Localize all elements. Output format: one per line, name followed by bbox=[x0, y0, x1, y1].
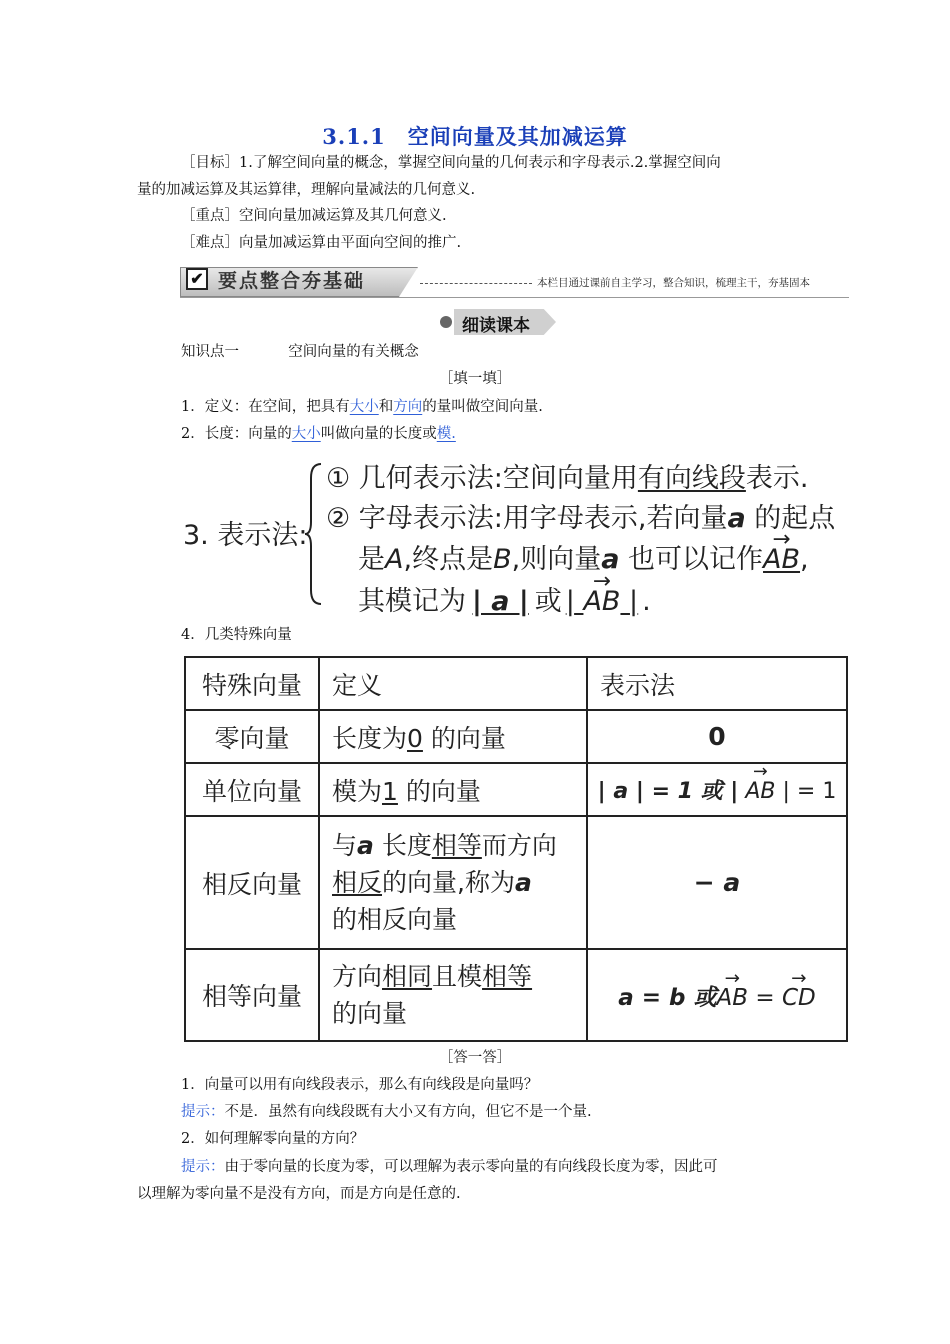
answer-size: 大小 bbox=[291, 426, 321, 442]
tag-label: 细读课本 bbox=[462, 316, 530, 336]
header-type: 特殊向量 bbox=[185, 657, 319, 710]
def-text-2: 的向量 bbox=[422, 723, 506, 753]
hint-text: 由于零向量的长度为零，可以理解为表示零向量的有向线段长度为零，因此可 bbox=[224, 1159, 718, 1175]
rep2-text-2: 的起点 bbox=[745, 503, 836, 534]
row-name: 零向量 bbox=[185, 710, 319, 763]
def-vector-a: a bbox=[357, 831, 374, 860]
answer-label: ［答一答］ bbox=[438, 1050, 512, 1066]
answer-1 bbox=[181, 1099, 592, 1126]
knowledge-number: 知识点一 bbox=[181, 344, 239, 360]
def-answer-equal: 相等 bbox=[482, 962, 533, 991]
table-row bbox=[185, 949, 847, 1041]
rep2-or: 或 bbox=[534, 586, 562, 617]
def-answer-opposite: 相反 bbox=[332, 868, 383, 897]
notation-vector-ab: → AB bbox=[745, 779, 775, 804]
difficulty-text: 向量加减运算由平面向空间的推广. bbox=[239, 235, 462, 251]
goal-text-1: 1.了解空间向量的概念，掌握空间向量的几何表示和字母表示.2.掌握空间向 bbox=[239, 155, 721, 171]
goal-line-2: 量的加减运算及其运算律，理解向量减法的几何意义. bbox=[137, 182, 476, 198]
length-text-2: 叫做向量的长度或 bbox=[320, 426, 437, 442]
notation-vector-cd: → CD bbox=[782, 985, 816, 1011]
row-definition bbox=[319, 816, 587, 949]
modulus-vector-ab: → AB bbox=[583, 586, 620, 617]
row-notation bbox=[587, 949, 847, 1041]
key-label: ［重点］ bbox=[181, 208, 239, 224]
def-text: 方向 bbox=[332, 962, 383, 991]
def-text-3: 而方向 bbox=[481, 831, 557, 860]
vector-a-2: a bbox=[601, 544, 620, 575]
rep2-then: ,则向量 bbox=[511, 544, 602, 575]
row-definition bbox=[319, 763, 587, 816]
definition-text: 1．定义：在空间，把具有 bbox=[181, 399, 350, 415]
def-answer: 0 bbox=[407, 723, 423, 753]
modulus-a: | a | bbox=[472, 586, 529, 617]
rep1-text: ① 几何表示法:空间向量用 bbox=[326, 463, 638, 494]
question-1: 1．向量可以用有向线段表示，那么有向线段是向量吗？ bbox=[181, 1077, 539, 1093]
banner-underline bbox=[180, 297, 849, 298]
hint-label: 提示： bbox=[181, 1104, 225, 1120]
table-row bbox=[185, 763, 847, 816]
page-title: 3.1.1 空间向量及其加减运算 bbox=[322, 124, 628, 149]
representation-label: 3. 表示法: bbox=[183, 520, 308, 551]
modulus-bar-right: | bbox=[629, 586, 639, 617]
banner-divider bbox=[420, 283, 532, 284]
notation-text: a = b 或 bbox=[618, 984, 717, 1011]
section-banner bbox=[180, 264, 849, 298]
representation-item-1 bbox=[326, 456, 808, 495]
row-notation bbox=[587, 763, 847, 816]
key-line bbox=[181, 203, 447, 230]
difficulty-label: ［难点］ bbox=[181, 235, 239, 251]
row-notation: 0 bbox=[587, 710, 847, 763]
def-text-2: 的向量 bbox=[397, 776, 481, 806]
answer-2-line-1 bbox=[181, 1154, 718, 1181]
modulus-bar-left: | bbox=[565, 586, 575, 617]
table-header-row bbox=[185, 657, 847, 710]
banner-title: 要点整合夯基础 bbox=[218, 270, 366, 292]
row-name: 相等向量 bbox=[185, 949, 319, 1041]
notation-text-2: | = 1 bbox=[782, 779, 837, 804]
hint-label: 提示： bbox=[181, 1159, 225, 1175]
table-row bbox=[185, 816, 847, 949]
special-vectors-heading: 4．几类特殊向量 bbox=[181, 627, 292, 643]
length-line bbox=[181, 421, 456, 448]
banner-note: 本栏目通过课前自主学习，整合知识，梳理主干，夯基固本 bbox=[537, 277, 810, 289]
definition-line bbox=[181, 394, 543, 421]
key-text: 空间向量加减运算及其几何意义. bbox=[239, 208, 447, 224]
answer-direction: 方向 bbox=[393, 399, 423, 415]
definition-end: 的量叫做空间向量. bbox=[422, 399, 543, 415]
def-text: 与 bbox=[332, 831, 358, 860]
rep2-text-1: ② 字母表示法:用字母表示,若向量 bbox=[326, 503, 728, 534]
fill-in-label: ［填一填］ bbox=[438, 371, 512, 387]
table-row bbox=[185, 710, 847, 763]
def-text: 模为 bbox=[332, 776, 383, 806]
checkmark-icon: ✔ bbox=[186, 268, 208, 290]
rep2-end-point: ,终点是 bbox=[403, 544, 494, 575]
knowledge-title: 空间向量的有关概念 bbox=[288, 344, 419, 360]
rep1-end: 表示. bbox=[745, 463, 809, 494]
def-text-5: 的相反向量 bbox=[332, 905, 458, 934]
vector-ab: → AB bbox=[763, 544, 800, 575]
def-text-2: 且模 bbox=[432, 962, 483, 991]
rep2-period: . bbox=[642, 586, 651, 617]
length-text: 2．长度：向量的 bbox=[181, 426, 292, 442]
row-notation: − a bbox=[587, 816, 847, 949]
def-answer-same: 相同 bbox=[382, 962, 433, 991]
representation-item-2-line3 bbox=[358, 579, 651, 618]
rep2-modulus-text: 其模记为 bbox=[358, 586, 466, 617]
answer-modulus: 模. bbox=[436, 426, 456, 442]
brace-icon bbox=[303, 462, 323, 606]
def-text-4: 的向量,称为 bbox=[382, 868, 515, 897]
answer-magnitude: 大小 bbox=[349, 399, 379, 415]
difficulty-line bbox=[181, 230, 461, 257]
def-text-2: 长度 bbox=[373, 831, 432, 860]
notation-equals: = bbox=[748, 984, 782, 1011]
row-definition bbox=[319, 710, 587, 763]
def-answer: 1 bbox=[382, 776, 398, 806]
rep2-denoted: 也可以记作 bbox=[619, 544, 764, 575]
row-name: 单位向量 bbox=[185, 763, 319, 816]
row-definition bbox=[319, 949, 587, 1041]
point-b: B bbox=[493, 544, 512, 575]
special-vectors-table bbox=[184, 656, 848, 1042]
rep1-answer: 有向线段 bbox=[637, 463, 746, 494]
hint-text: 不是．虽然有向线段既有大小又有方向，但它不是一个量. bbox=[224, 1104, 592, 1120]
header-definition: 定义 bbox=[319, 657, 587, 710]
point-a: A bbox=[385, 544, 404, 575]
rep2-is: 是 bbox=[358, 544, 385, 575]
notation-text: | a | = 1 或 | bbox=[597, 779, 739, 804]
question-2: 2．如何理解零向量的方向？ bbox=[181, 1131, 365, 1147]
representation-item-2-line1 bbox=[326, 496, 835, 535]
knowledge-heading bbox=[181, 339, 419, 366]
goal-line-1 bbox=[181, 150, 821, 177]
read-textbook-tag bbox=[440, 309, 558, 335]
def-text: 长度为 bbox=[332, 723, 408, 753]
def-text-3: 的向量 bbox=[332, 999, 408, 1028]
definition-and: 和 bbox=[378, 399, 394, 415]
goal-label: ［目标］ bbox=[181, 155, 239, 171]
notation-vector-ab: → AB bbox=[717, 985, 749, 1011]
bullet-dot-icon bbox=[440, 316, 452, 328]
header-notation: 表示法 bbox=[587, 657, 847, 710]
vector-a: a bbox=[727, 503, 746, 534]
row-name: 相反向量 bbox=[185, 816, 319, 949]
rep2-comma: , bbox=[800, 544, 809, 575]
def-vector-a-2: a bbox=[514, 868, 532, 897]
answer-2-line-2: 以理解为零向量不是没有方向，而是方向是任意的. bbox=[137, 1186, 461, 1202]
def-answer-equal: 相等 bbox=[431, 831, 482, 860]
